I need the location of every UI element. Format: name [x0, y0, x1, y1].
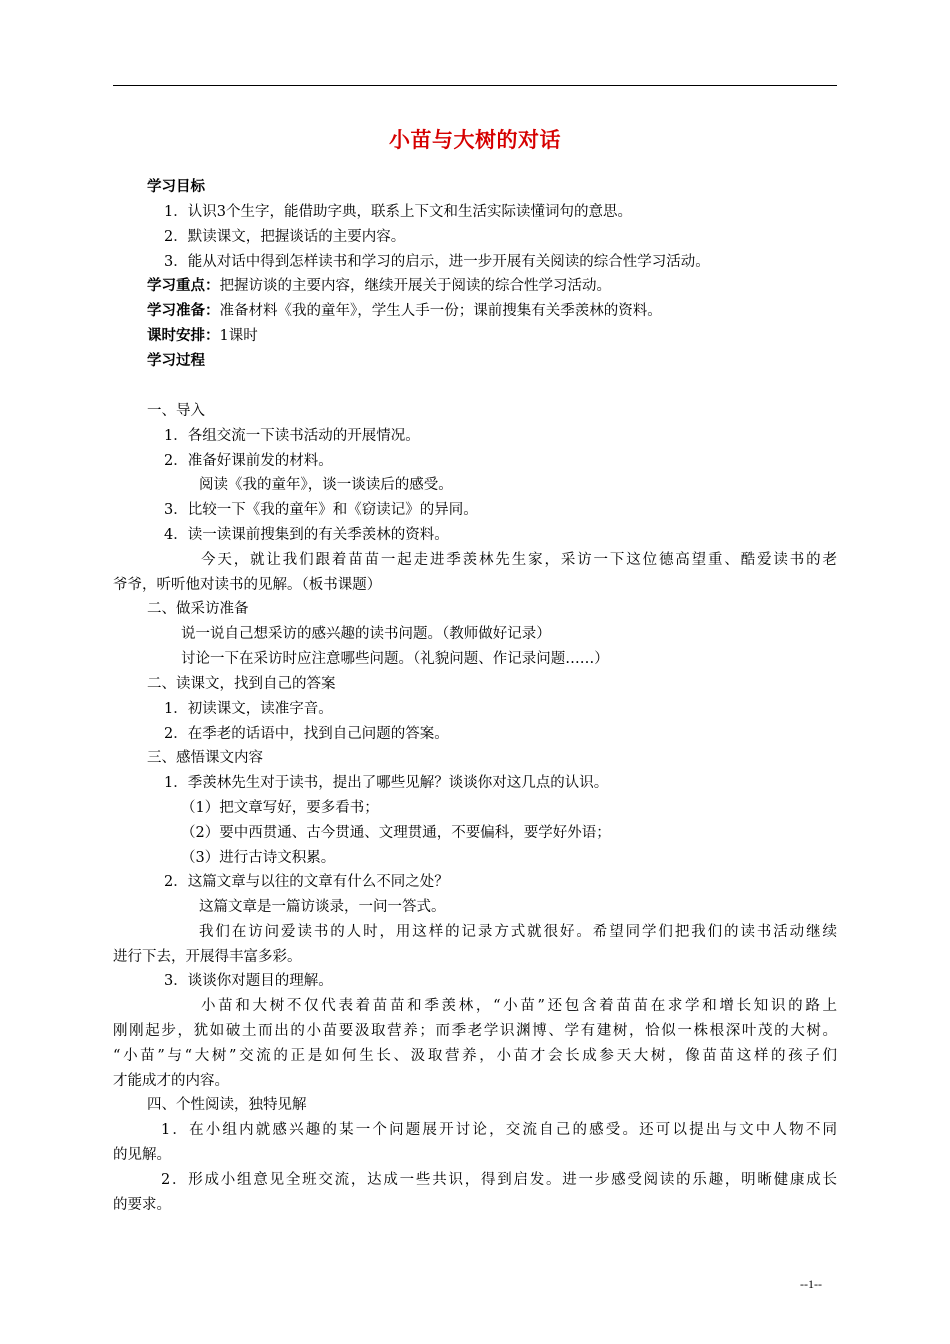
- schedule-label: 课时安排：: [147, 328, 220, 344]
- section-heading: 二、读课文，找到自己的答案: [147, 676, 336, 692]
- paragraph-line: “小苗”与“大树”交流的正是如何生长、汲取营养，小苗才会长成参天大树，像苗苗这样的孩子们: [113, 1048, 837, 1064]
- list-item: 讨论一下在采访时应注意哪些问题。（礼貌问题、作记录问题……）: [181, 651, 609, 667]
- schedule-text: 1课时: [219, 328, 258, 344]
- list-item: 3．比较一下《我的童年》和《窃读记》的异同。: [164, 502, 478, 518]
- header-rule: [113, 85, 837, 86]
- goal-item: 1．认识3个生字，能借助字典，联系上下文和生活实际读懂词句的意思。: [164, 204, 632, 220]
- list-item: 2．这篇文章与以往的文章有什么不同之处？: [164, 874, 449, 890]
- prep-label: 学习准备：: [147, 303, 220, 319]
- section-heading: 一、导入: [147, 403, 205, 419]
- process-heading: 学习过程: [147, 353, 205, 369]
- paragraph-line: 爷爷，听听他对读书的见解。（板书课题）: [113, 577, 382, 593]
- paragraph-line: 今天，就让我们跟着苗苗一起走进季羡林先生家，采访一下这位德高望重、酷爱读书的老: [201, 552, 837, 568]
- paragraph-line: 进行下去，开展得丰富多彩。: [113, 949, 302, 965]
- list-subitem: 这篇文章是一篇访谈录，一问一答式。: [199, 899, 446, 915]
- paragraph-line: 我们在访问爱读书的人时，用这样的记录方式就很好。希望同学们把我们的读书活动继续: [199, 924, 837, 940]
- prep-line: [147, 301, 662, 321]
- list-item: 3．谈谈你对题目的理解。: [164, 973, 333, 989]
- paragraph-line: 的要求。: [113, 1197, 171, 1213]
- paragraph-line: 刚刚起步，犹如破土而出的小苗要汲取营养；而季老学识渊博、学有建树，恰似一株根深叶茂的大树。: [113, 1023, 837, 1039]
- list-subitem: （3）进行古诗文积累。: [181, 850, 336, 866]
- list-item: 说一说自己想采访的感兴趣的读书问题。（教师做好记录）: [181, 626, 551, 642]
- paragraph-line: 1．在小组内就感兴趣的某一个问题展开讨论，交流自己的感受。还可以提出与文中人物不同: [161, 1122, 837, 1138]
- focus-text: 把握访谈的主要内容，继续开展关于阅读的综合性学习活动。: [219, 278, 611, 294]
- page-number: --1--: [800, 1277, 822, 1291]
- paragraph-line: 小苗和大树不仅代表着苗苗和季羡林，“小苗”还包含着苗苗在求学和增长知识的路上: [201, 998, 837, 1014]
- section-heading: 三、感悟课文内容: [147, 750, 263, 766]
- section-heading: 四、个性阅读，独特见解: [147, 1097, 307, 1113]
- list-subitem: （1）把文章写好，要多看书；: [181, 800, 379, 816]
- list-subitem: 阅读《我的童年》，谈一谈读后的感受。: [199, 477, 453, 493]
- list-item: 2．在季老的话语中，找到自己问题的答案。: [164, 726, 449, 742]
- paragraph-line: 2．形成小组意见全班交流，达成一些共识，得到启发。进一步感受阅读的乐趣，明晰健康成长: [161, 1172, 837, 1188]
- focus-line: [147, 276, 611, 296]
- focus-label: 学习重点：: [147, 278, 220, 294]
- section-heading: 二、做采访准备: [147, 601, 249, 617]
- paragraph-line: 的见解。: [113, 1147, 171, 1163]
- list-item: 2．准备好课前发的材料。: [164, 453, 333, 469]
- paragraph-line: 才能成才的内容。: [113, 1073, 229, 1089]
- prep-text: 准备材料《我的童年》，学生人手一份；课前搜集有关季羡林的资料。: [219, 303, 662, 319]
- document-title: 小苗与大树的对话: [389, 128, 561, 152]
- list-item: 1．各组交流一下读书活动的开展情况。: [164, 428, 420, 444]
- list-item: 4．读一读课前搜集到的有关季羡林的资料。: [164, 527, 449, 543]
- list-subitem: （2）要中西贯通、古今贯通、文理贯通，不要偏科，要学好外语；: [181, 825, 611, 841]
- schedule-line: [147, 326, 258, 346]
- list-item: 1．季羡林先生对于读书，提出了哪些见解？谈谈你对这几点的认识。: [164, 775, 609, 791]
- list-item: 1．初读课文，读准字音。: [164, 701, 333, 717]
- goal-item: 3．能从对话中得到怎样读书和学习的启示，进一步开展有关阅读的综合性学习活动。: [164, 254, 710, 270]
- goals-heading: 学习目标: [147, 179, 205, 195]
- goal-item: 2．默读课文，把握谈话的主要内容。: [164, 229, 406, 245]
